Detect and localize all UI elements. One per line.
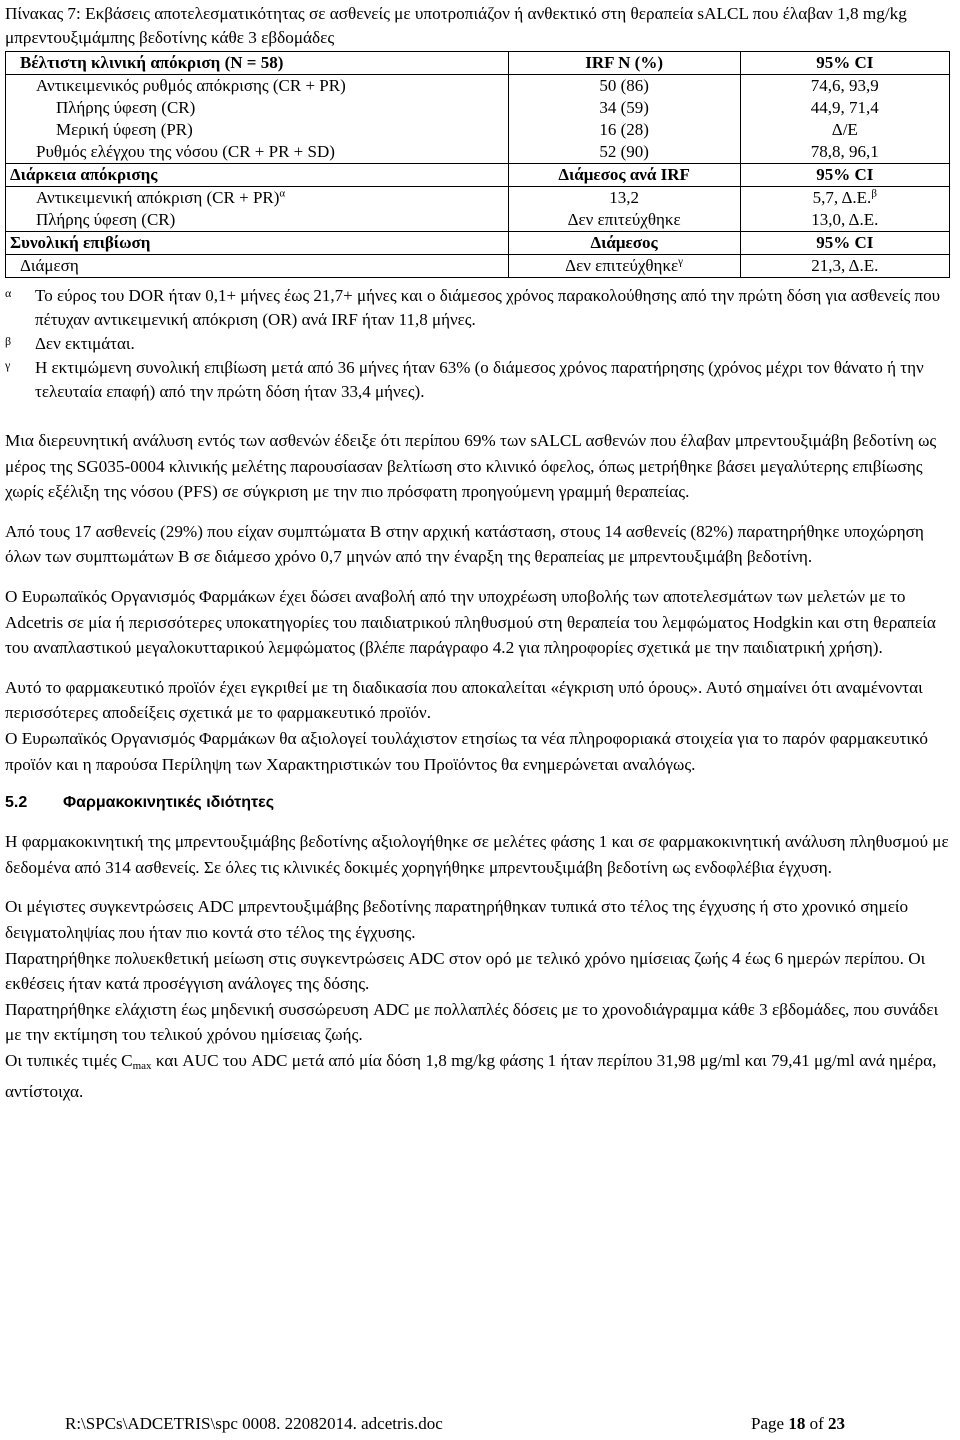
header-median: Διάμεσος	[508, 232, 740, 255]
row-value: Δεν επιτεύχθηκε	[508, 209, 740, 232]
paragraph: Μια διερευνητική ανάλυση εντός των ασθενών έδειξε ότι περίπου 69% των sALCL ασθενών που έλαβαν μπρεντουξιμάβη βεδοτίνη ως μέρος της SG035-0004 κλινικής μελέτης παρουσίασαν βελτίωση στο κλινικό όφελος, όπως μετρήθηκε βάσει μεγαλύτερης επιβίωσης χωρίς εξέλιξη της νόσου (PFS) σε σύγκριση με την πιο πρόσφατη προηγούμενη γραμμή θεραπείας.	[5, 431, 937, 502]
table-row	[6, 209, 950, 232]
row-ci: 74,6, 93,9	[740, 75, 949, 98]
section-title: Φαρμακοκινητικές ιδιότητες	[63, 794, 275, 812]
cmax-pre: Οι τυπικές τιμές C	[5, 1050, 133, 1070]
row-value: 34 (59)	[508, 97, 740, 119]
header-ci: 95% CI	[740, 164, 949, 187]
footnote-ref: α	[279, 187, 286, 200]
table-header-row	[6, 52, 950, 75]
section-heading	[5, 791, 955, 815]
footnote	[5, 284, 955, 332]
footnote-mark: β	[5, 334, 12, 348]
row-label-text: Αντικειμενική απόκριση (CR + PR)	[36, 188, 280, 207]
row-ci-text: 5,7, Δ.Ε.	[812, 188, 872, 207]
row-label: Πλήρης ύφεση (CR)	[6, 209, 509, 232]
page-of: of	[805, 1414, 828, 1433]
document-page	[5, 0, 955, 1105]
cmax-post: και AUC του ADC μετά από μία δόση 1,8 mg/kg φάσης 1 ήταν περίπου 31,98 μg/ml και 79,41 μg/ml ανά ημέρα, αντίστοιχα.	[5, 1050, 937, 1102]
paragraph: Αυτό το φαρμακευτικό προϊόν έχει εγκριθεί με τη διαδικασία που αποκαλείται «έγκριση υπό όρους». Αυτό σημαίνει ότι αναμένονται περισσότερες αποδείξεις σχετικά με το φαρμακευτικό προϊόν.	[5, 677, 923, 723]
row-label: Ρυθμός ελέγχου της νόσου (CR + PR + SD)	[6, 141, 509, 164]
paragraph	[5, 1048, 955, 1105]
header-duration: Διάρκεια απόκρισης	[6, 164, 509, 187]
row-ci: 78,8, 96,1	[740, 141, 949, 164]
row-label: Αντικειμενικός ρυθμός απόκρισης (CR + PR)	[6, 75, 509, 98]
row-ci: 44,9, 71,4	[740, 97, 949, 119]
table-row	[6, 75, 950, 98]
page-total: 23	[828, 1414, 845, 1433]
row-value-text: Δεν επιτεύχθηκε	[565, 256, 679, 275]
table-row	[6, 255, 950, 278]
page-label: Page	[751, 1414, 789, 1433]
row-label	[6, 187, 509, 210]
page-number	[751, 1413, 845, 1435]
row-label: Διάμεση	[6, 255, 509, 278]
cmax-subscript: max	[132, 1059, 152, 1072]
efficacy-table	[5, 51, 950, 278]
page-current: 18	[788, 1414, 806, 1433]
header-ci: 95% CI	[740, 52, 949, 75]
row-ci: Δ/Ε	[740, 119, 949, 141]
table-caption: Πίνακας 7: Εκβάσεις αποτελεσματικότητας σε ασθενείς με υποτροπιάζον ή ανθεκτικό στη θεραπεία sALCL που έλαβαν 1,8 mg/kg μπρεντουξιμάμπης βεδοτίνης κάθε 3 εβδομάδες	[5, 4, 907, 47]
footnote-text: Δεν εκτιμάται.	[35, 334, 135, 353]
row-label: Μερική ύφεση (PR)	[6, 119, 509, 141]
footnote	[5, 332, 955, 356]
footnote-text: Η εκτιμώμενη συνολική επιβίωση μετά από 36 μήνες ήταν 63% (ο διάμεσος χρόνος παρατήρησης (χρόνος μέχρι τον θάνατο ή την τελευταία επαφή) από την πρώτη δόση ήταν 33,4 μήνες).	[35, 358, 924, 401]
paragraph: Οι μέγιστες συγκεντρώσεις ADC μπρεντουξιμάβης βεδοτίνης παρατηρήθηκαν τυπικά στο τέλος της έγχυσης ή στο χρονικό σημείο δειγματοληψίας που ήταν πιο κοντά στο τέλος της έγχυσης.	[5, 897, 909, 942]
footnote	[5, 356, 955, 404]
row-ci	[740, 187, 949, 210]
paragraph: Η φαρμακοκινητική της μπρεντουξιμάβης βεδοτίνης αξιολογήθηκε σε μελέτες φάσης 1 και σε φαρμακοκινητική ανάλυση πληθυσμού με δεδομένα από 314 ασθενείς. Σε όλες τις κλινικές δοκιμές χορηγήθηκε μπρεντουξιμάβη βεδοτίνη ως ενδοφλέβια έγχυση.	[5, 832, 949, 877]
row-ci: 21,3, Δ.Ε.	[740, 255, 949, 278]
header-ci: 95% CI	[740, 232, 949, 255]
footnote-text: Το εύρος του DOR ήταν 0,1+ μήνες έως 21,7+ μήνες και ο διάμεσος χρόνος παρακολούθησης από την πρώτη δόση για ασθενείς που πέτυχαν αντικειμενική απόκριση (OR) ανά IRF ήταν 11,8 μήνες.	[35, 286, 941, 329]
paragraph: Ο Ευρωπαϊκός Οργανισμός Φαρμάκων έχει δώσει αναβολή από την υποχρέωση υποβολής των αποτελεσμάτων των μελετών με το Adcetris σε μία ή περισσότερες υποκατηγορίες του παιδιατρικού πληθυσμού στη θεραπεία του λεμφώματος Hodgkin και στη θεραπεία του αναπλαστικού μεγαλοκυτταρικού λεμφώματος (βλέπε παράγραφο 4.2 για πληροφορίες σχετικά με την παιδιατρική χρήση).	[5, 586, 936, 658]
row-value: 16 (28)	[508, 119, 740, 141]
row-ci: 13,0, Δ.Ε.	[740, 209, 949, 232]
table-header-row	[6, 232, 950, 255]
paragraph: Παρατηρήθηκε πολυεκθετική μείωση στις συγκεντρώσεις ADC στον ορό με τελικό χρόνο ημίσειας ζωής 4 έως 6 ημερών περίπου. Οι εκθέσεις ήταν κατά προσέγγιση ανάλογες της δόσης.	[5, 948, 926, 994]
footnote-ref: β	[871, 187, 877, 200]
paragraph: Παρατηρήθηκε ελάχιστη έως μηδενική συσσώρευση ADC με πολλαπλές δόσεις με το χρονοδιάγραμμα κάθε 3 εβδομάδες, που συνάδει με την εκτίμηση του τελικού χρόνου ημίσειας ζωής.	[5, 999, 939, 1045]
section-number: 5.2	[5, 794, 28, 812]
paragraph: Ο Ευρωπαϊκός Οργανισμός Φαρμάκων θα αξιολογεί τουλάχιστον ετησίως τα νέα πληροφοριακά στοιχεία για το παρόν φαρμακευτικό προϊόν και η παρούσα Περίληψη των Χαρακτηριστικών του Προϊόντος θα ενημερώνεται αναλόγως.	[5, 728, 928, 774]
footnote-mark: γ	[5, 358, 11, 372]
table-row	[6, 141, 950, 164]
row-value	[508, 255, 740, 278]
paragraph: Από τους 17 ασθενείς (29%) που είχαν συμπτώματα Β στην αρχική κατάσταση, στους 14 ασθενείς (82%) παρατηρήθηκε υποχώρηση όλων των συμπτωμάτων Β σε διάμεσο χρόνο 0,7 μηνών από την έναρξη της θεραπείας με μπρεντουξιμάβη βεδοτίνη.	[5, 521, 924, 567]
header-irf: IRF N (%)	[508, 52, 740, 75]
header-best-response: Βέλτιστη κλινική απόκριση (N = 58)	[6, 52, 509, 75]
table-row	[6, 119, 950, 141]
table-row	[6, 97, 950, 119]
footnote-mark: α	[5, 286, 12, 300]
table-header-row	[6, 164, 950, 187]
row-value: 13,2	[508, 187, 740, 210]
header-median-irf: Διάμεσος ανά IRF	[508, 164, 740, 187]
header-overall-survival: Συνολική επιβίωση	[6, 232, 509, 255]
footnote-ref: γ	[678, 255, 684, 268]
row-label: Πλήρης ύφεση (CR)	[6, 97, 509, 119]
file-path: R:\SPCs\ADCETRIS\spc 0008. 22082014. adcetris.doc	[65, 1414, 443, 1433]
table-row	[6, 187, 950, 210]
row-value: 52 (90)	[508, 141, 740, 164]
row-value: 50 (86)	[508, 75, 740, 98]
